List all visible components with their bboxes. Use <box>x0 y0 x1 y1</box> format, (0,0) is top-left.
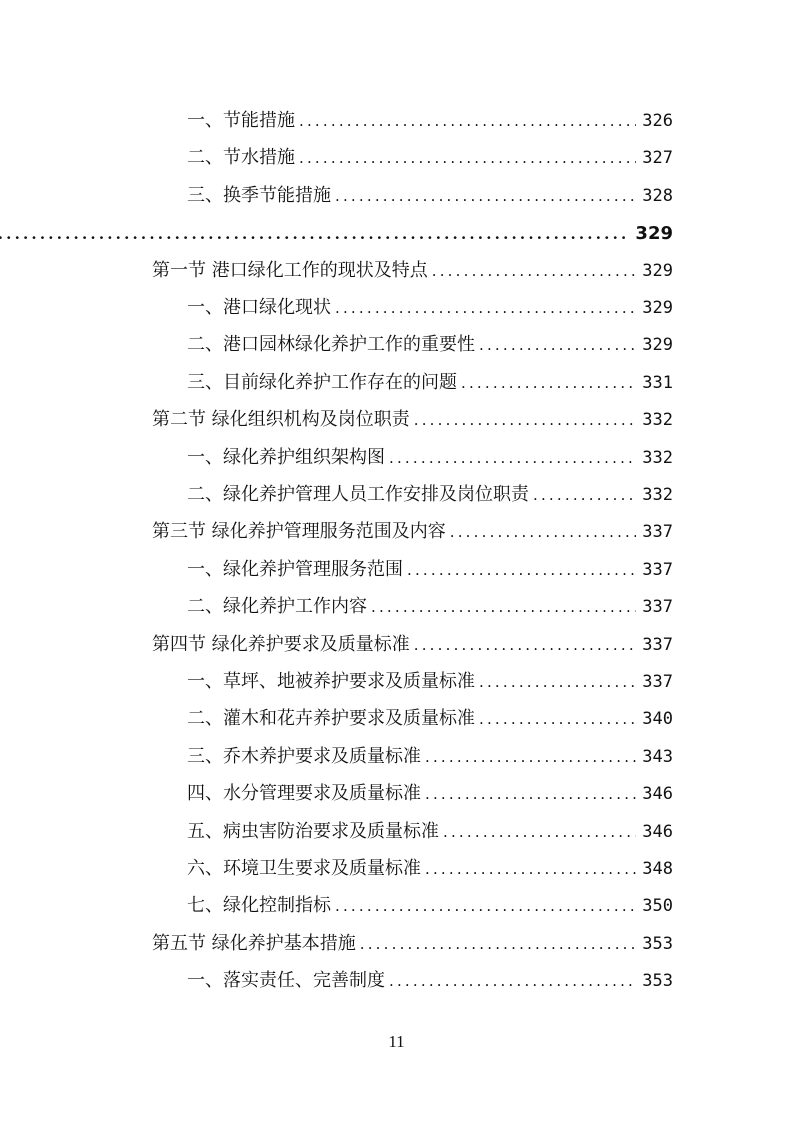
dot-leader <box>0 221 629 247</box>
toc-section-entry[interactable] <box>152 632 673 658</box>
toc-entry-label: 二、节水措施 <box>187 147 295 169</box>
toc-subsection-entry[interactable] <box>187 183 673 209</box>
toc-entry-label: 三、目前绿化养护工作存在的问题 <box>187 371 457 393</box>
toc-subsection-entry[interactable] <box>187 108 673 134</box>
toc-entry-page-number: 337 <box>642 522 673 543</box>
toc-entry-label: 第二节 绿化组织机构及岗位职责 <box>152 409 410 431</box>
toc-entry-page-number: 332 <box>642 485 673 505</box>
toc-subsection-entry[interactable] <box>187 744 673 770</box>
toc-entry-label: 一、港口绿化现状 <box>187 297 331 318</box>
toc-subsection-entry[interactable] <box>187 557 673 583</box>
dot-leader <box>425 744 636 770</box>
dot-leader <box>533 482 636 508</box>
dot-leader <box>389 445 636 471</box>
dot-leader <box>335 295 636 321</box>
toc-entry-page-number: 332 <box>642 410 673 431</box>
toc-entry-page-number: 332 <box>642 447 673 468</box>
toc-entry-label: 一、落实责任、完善制度 <box>187 970 385 992</box>
toc-entry-page-number: 337 <box>642 597 673 618</box>
dot-leader <box>407 557 636 583</box>
toc-entry-label: 二、绿化养护工作内容 <box>187 596 367 618</box>
toc-entry-page-number: 340 <box>642 709 673 730</box>
toc-section-entry[interactable] <box>152 931 673 957</box>
toc-subsection-entry[interactable] <box>187 295 673 321</box>
page-number-footer: 11 <box>388 1032 405 1051</box>
toc-entry-label: 一、草坪、地被养护要求及质量标准 <box>187 671 475 692</box>
dot-leader <box>461 370 636 396</box>
toc-entry-page-number: 331 <box>642 372 673 393</box>
toc-entry-label: 二、灌木和花卉养护要求及质量标准 <box>187 708 475 730</box>
dot-leader <box>450 519 637 545</box>
toc-subsection-entry[interactable] <box>187 819 673 845</box>
toc-entry-page-number: 348 <box>642 859 673 879</box>
toc-entry-page-number: 329 <box>642 260 673 281</box>
toc-entry-page-number: 346 <box>642 821 673 842</box>
toc-entry-label: 第一节 港口绿化工作的现状及特点 <box>152 259 428 281</box>
toc-entry-page-number: 327 <box>642 148 673 169</box>
dot-leader <box>425 856 636 882</box>
dot-leader <box>299 108 636 134</box>
toc-subsection-entry[interactable] <box>187 482 673 508</box>
dot-leader <box>299 145 636 171</box>
dot-leader <box>479 669 636 695</box>
toc-section-entry[interactable] <box>152 407 673 433</box>
dot-leader <box>414 632 637 658</box>
dot-leader <box>479 332 636 358</box>
toc-section-entry[interactable] <box>152 519 673 545</box>
toc-entry-label: 五、病虫害防治要求及质量标准 <box>187 820 439 842</box>
dot-leader <box>479 706 636 732</box>
toc-entry-page-number: 343 <box>642 746 673 767</box>
toc-entry-page-number: 329 <box>642 335 673 356</box>
toc-entry-label: 一、绿化养护管理服务范围 <box>187 558 403 580</box>
toc-subsection-entry[interactable] <box>187 893 673 919</box>
toc-entry-label: 三、换季节能措施 <box>187 184 331 206</box>
toc-entry-page-number: 337 <box>642 559 673 580</box>
toc-entry-label: 第四节 绿化养护要求及质量标准 <box>152 633 410 655</box>
toc-entry-label: 七、绿化控制指标 <box>187 895 331 917</box>
dot-leader <box>414 407 637 433</box>
toc-subsection-entry[interactable] <box>187 968 673 994</box>
toc-subsection-entry[interactable] <box>187 145 673 171</box>
toc-entry-label: 一、节能措施 <box>187 110 295 131</box>
dot-leader <box>432 258 637 284</box>
toc-entry-page-number: 337 <box>642 672 673 692</box>
toc-entry-page-number: 346 <box>642 784 673 805</box>
dot-leader <box>389 968 636 994</box>
dot-leader <box>335 893 636 919</box>
toc-entry-label: 二、港口园林绿化养护工作的重要性 <box>187 334 475 356</box>
toc-entry-label: 四、水分管理要求及质量标准 <box>187 783 421 805</box>
toc-entry-page-number: 350 <box>642 896 673 917</box>
dot-leader <box>425 781 636 807</box>
toc-entry-page-number: 353 <box>642 933 673 954</box>
toc-entry-label: 二、绿化养护管理人员工作安排及岗位职责 <box>187 484 529 505</box>
toc-entry-label: 六、环境卫生要求及质量标准 <box>187 858 421 879</box>
dot-leader <box>443 819 636 845</box>
toc-entry-page-number: 337 <box>642 634 673 655</box>
toc-entry-page-number: 328 <box>642 185 673 206</box>
toc-subsection-entry[interactable] <box>187 781 673 807</box>
toc-subsection-entry[interactable] <box>187 706 673 732</box>
toc-entry-label: 第五节 绿化养护基本措施 <box>152 932 356 954</box>
dot-leader <box>360 931 637 957</box>
dot-leader <box>371 594 636 620</box>
toc-entry-page-number: 329 <box>642 298 673 318</box>
toc-subsection-entry[interactable] <box>187 856 673 882</box>
toc-subsection-entry[interactable] <box>187 669 673 695</box>
toc-entry-page-number: 329 <box>635 223 673 245</box>
toc-subsection-entry[interactable] <box>187 332 673 358</box>
toc-subsection-entry[interactable] <box>187 594 673 620</box>
toc-entry-label: 一、绿化养护组织架构图 <box>187 446 385 468</box>
toc-section-entry[interactable] <box>152 258 673 284</box>
toc-subsection-entry[interactable] <box>187 370 673 396</box>
dot-leader <box>335 183 636 209</box>
toc-entry-label: 第三节 绿化养护管理服务范围及内容 <box>152 521 446 543</box>
toc-entry-page-number: 326 <box>642 111 673 131</box>
toc-chapter-entry[interactable] <box>0 220 673 246</box>
toc-entry-page-number: 353 <box>642 971 673 992</box>
toc-entry-label: 三、乔木养护要求及质量标准 <box>187 745 421 767</box>
toc-subsection-entry[interactable] <box>187 445 673 471</box>
